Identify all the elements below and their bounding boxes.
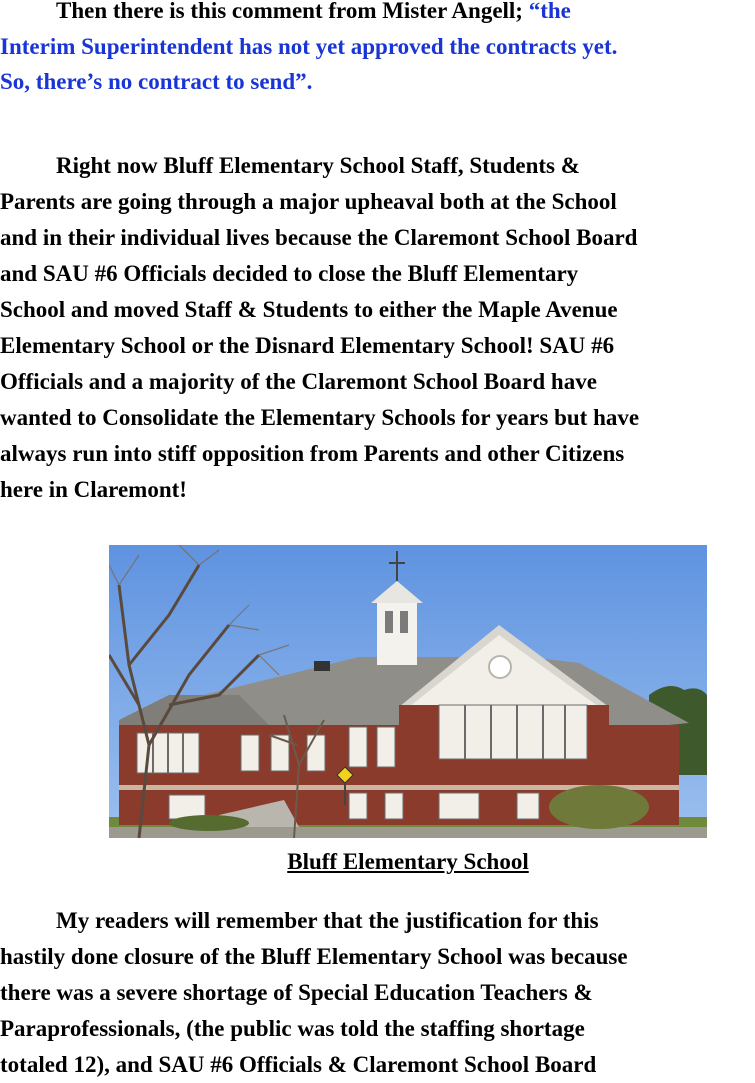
quote-text: “the bbox=[528, 0, 571, 23]
paragraph-2-line: Elementary School or the Disnard Elementary School! SAU #6 bbox=[0, 333, 615, 358]
paragraph-3-line: hastily done closure of the Bluff Elementary School was because bbox=[0, 944, 628, 969]
paragraph-2-line: and in their individual lives because the Claremont School Board bbox=[0, 225, 638, 250]
paragraph-3-line: My readers will remember that the justification for this bbox=[56, 908, 599, 933]
paragraph-2-line: Right now Bluff Elementary School Staff, Students & bbox=[56, 153, 580, 178]
paragraph-1-line-2: Interim Superintendent has not yet approved the contracts yet. bbox=[0, 34, 618, 59]
paragraph-1-line-1 bbox=[56, 0, 571, 29]
cupola bbox=[377, 603, 417, 665]
paragraph-3-line: totaled 12), and SAU #6 Officials & Claremont School Board bbox=[0, 1052, 597, 1077]
paragraph-2-line: here in Claremont! bbox=[0, 477, 187, 502]
paragraph-1-text: Then there is this comment from Mister Angell; bbox=[56, 0, 529, 23]
school-illustration bbox=[109, 545, 707, 838]
paragraph-2-line: wanted to Consolidate the Elementary Schools for years but have bbox=[0, 405, 640, 430]
paragraph-2-line: Parents are going through a major upheaval both at the School bbox=[0, 189, 617, 214]
bush bbox=[549, 785, 649, 829]
gable-vent bbox=[489, 656, 511, 678]
paragraph-2-line: Officials and a majority of the Claremont School Board have bbox=[0, 369, 597, 394]
paragraph-2-line: and SAU #6 Officials decided to close the Bluff Elementary bbox=[0, 261, 579, 286]
chimney bbox=[314, 661, 330, 671]
photo-caption: Bluff Elementary School bbox=[287, 849, 529, 874]
school-photo bbox=[109, 545, 707, 838]
paragraph-2-line: always run into stiff opposition from Parents and other Citizens bbox=[0, 441, 625, 466]
paragraph-3-line: there was a severe shortage of Special Education Teachers & bbox=[0, 980, 593, 1005]
paragraph-1-line-3: So, there’s no contract to send”. bbox=[0, 69, 313, 94]
paragraph-2-line: School and moved Staff & Students to either the Maple Avenue bbox=[0, 297, 618, 322]
paragraph-3-line: Paraprofessionals, (the public was told the staffing shortage bbox=[0, 1016, 585, 1041]
